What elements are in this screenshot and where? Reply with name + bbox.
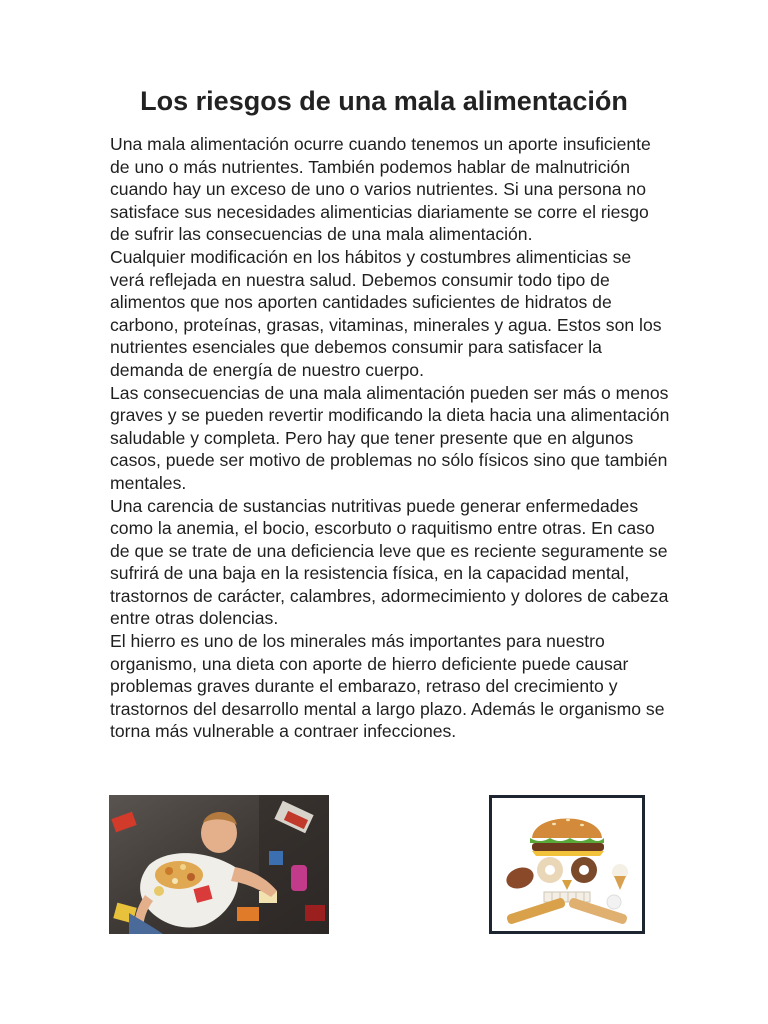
junk-food-person-photo <box>109 795 329 934</box>
junk-food-person-illustration <box>109 795 329 934</box>
paragraph-1: Una mala alimentación ocurre cuando tenemos un aporte insuficiente de uno o más nutrientes. También podemos hablar de malnutrición cuando hay un exceso de uno o varios nutrientes. Si una persona no satisface sus necesidades alimenticias diariamente se corre el riesgo de sufrir las consecuencias de una mala alimentación. <box>110 134 651 245</box>
food-skull-photo <box>489 795 645 934</box>
food-skull-illustration <box>492 798 642 931</box>
article-body <box>110 133 670 743</box>
paragraph-4: Una carencia de sustancias nutritivas puede generar enfermedades como la anemia, el bocio, escorbuto o raquitismo entre otras. En caso de que se trate de una deficiencia leve que es reciente seguramente se sufrirá de una baja en la resistencia física, en la capacidad mental, trastornos de carácter, calambres, adormecimiento y dolores de cabeza entre otras dolencias. <box>110 495 669 629</box>
paragraph-2: Cualquier modificación en los hábitos y costumbres alimenticias se verá reflejada en nuestra salud. Debemos consumir todo tipo de alimentos que nos aporten cantidades suficientes de hidratos de carbono, proteínas, grasas, vitaminas, minerales y agua. Estos son los nutrientes esenciales que debemos consumir para satisfacer la demanda de energía de nuestro cuerpo. <box>110 246 662 380</box>
paragraph-5: El hierro es uno de los minerales más importantes para nuestro organismo, una dieta con aporte de hierro deficiente puede causar problemas graves durante el embarazo, retraso del crecimiento y trastornos del desarrollo mental a largo plazo. Además le organismo se torna más vulnerable a contraer infecciones. <box>110 631 665 742</box>
page-title: Los riesgos de una mala alimentación <box>140 86 628 116</box>
paragraph-3: Las consecuencias de una mala alimentación pueden ser más o menos graves y se pueden revertir modificando la dieta hacia una alimentación saludable y completa. Pero hay que tener presente que en algunos casos, puede ser motivo de problemas no sólo físicos sino que también mentales. <box>110 382 670 493</box>
